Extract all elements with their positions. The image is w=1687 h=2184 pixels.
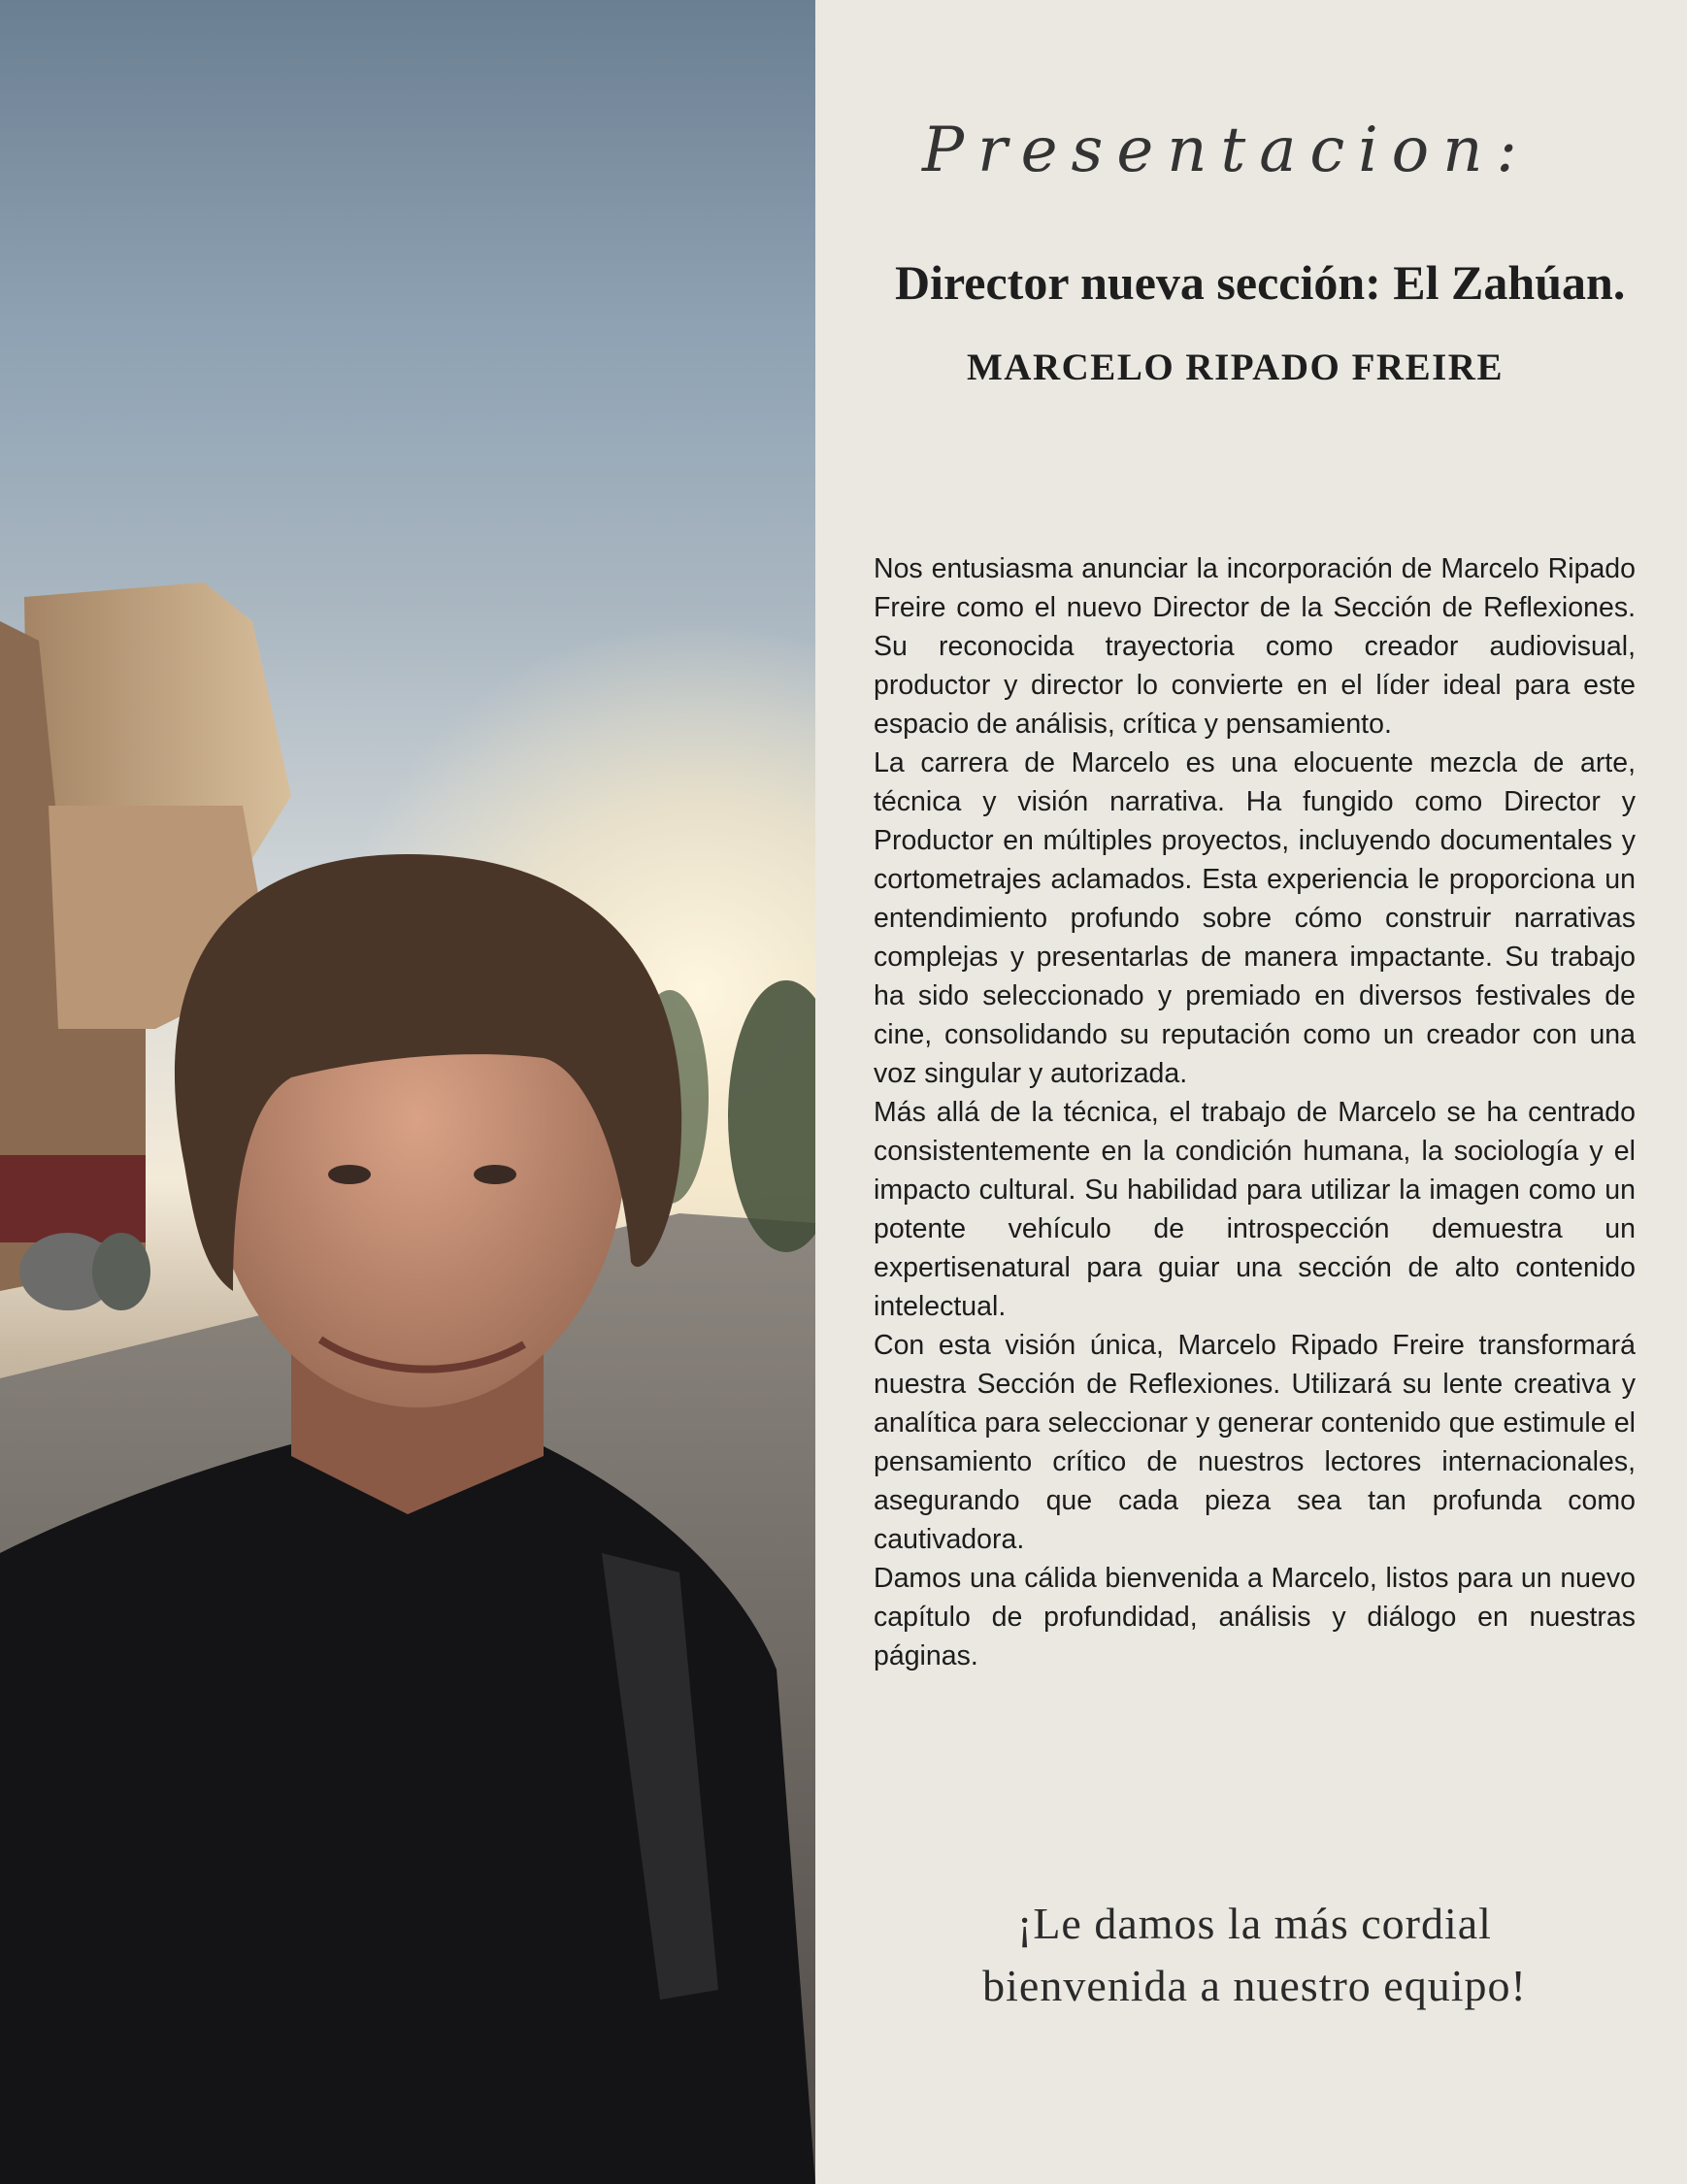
page-title: Presentacion: — [922, 115, 1531, 186]
paragraph: La carrera de Marcelo es una elocuente mezcla de arte, técnica y visión narrativa. Ha fungido como Director y Productor en múltiples proyectos, incluyendo documentales y cortometrajes aclamados. Esta experiencia le proporciona un entendimiento profundo sobre cómo construir narrativas complejas y presentarlas de manera impactante. Su trabajo ha sido seleccionado y premiado en diversos festivales de cine, consolidando su reputación como un creador con una voz singular y autorizada. — [874, 747, 1636, 1089]
paragraph: Damos una cálida bienvenida a Marcelo, listos para un nuevo capítulo de profundidad, análisis y diálogo en nuestras páginas. — [874, 1563, 1636, 1671]
portrait-photo — [0, 0, 815, 2184]
portrait-illustration — [0, 0, 815, 2184]
closing-line: ¡Le damos la más cordial — [1017, 1899, 1492, 1948]
article-body — [874, 549, 1636, 1675]
closing-line: bienvenida a nuestro equipo! — [982, 1961, 1527, 2010]
person-name: MARCELO RIPADO FREIRE — [967, 347, 1504, 388]
paragraph: Nos entusiasma anunciar la incorporación de Marcelo Ripado Freire como el nuevo Director de la Sección de Reflexiones. Su reconocida trayectoria como creador audiovisual, productor y director lo convierte en el líder ideal para este espacio de análisis, crítica y pensamiento. — [874, 553, 1636, 740]
section-subtitle: Director nueva sección: El Zahúan. — [895, 255, 1626, 310]
closing-message — [874, 1893, 1636, 2017]
paragraph: Con esta visión única, Marcelo Ripado Freire transformará nuestra Sección de Reflexiones. Utilizará su lente creativa y analítica para seleccionar y generar contenido que estimule el pensamiento crítico de nuestros lectores internacionales, asegurando que cada pieza sea tan profunda como cautivadora. — [874, 1330, 1636, 1555]
paragraph: Más allá de la técnica, el trabajo de Marcelo se ha centrado consistentemente en la condición humana, la sociología y el impacto cultural. Su habilidad para utilizar la imagen como un potente vehículo de introspección demuestra un expertisenatural para guiar una sección de alto contenido intelectual. — [874, 1097, 1636, 1322]
